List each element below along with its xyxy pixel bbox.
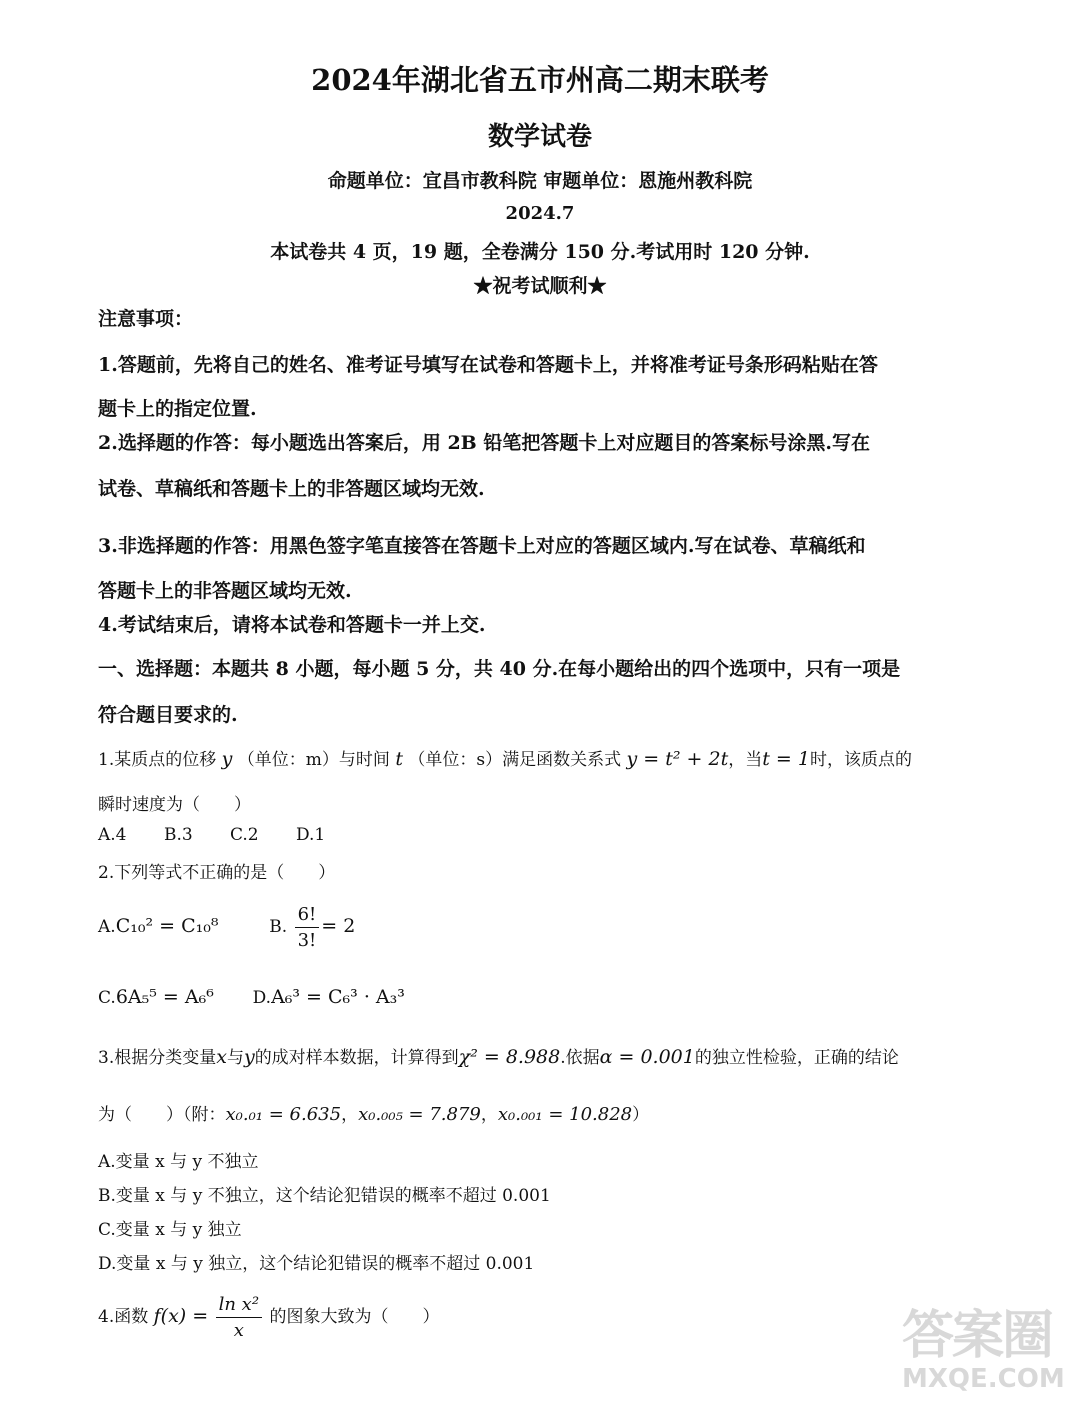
q2-options-ab: A.C₁₀² = C₁₀⁸ B. $\frac{6!}{3!}$ = 2 <box>98 904 356 951</box>
note-4: 4.考试结束后，请将本试卷和答题卡一并上交. <box>98 614 486 636</box>
q1-formula: y = t² + 2t <box>626 748 729 770</box>
q1-options <box>98 825 325 845</box>
q4-stem: 4.函数 f(x) = $\frac{\text{ln x²}}{x}$ 的图象大致为（ ） <box>98 1294 440 1341</box>
exam-title: 2024年湖北省五市州高二期末联考 <box>311 63 769 97</box>
exam-info: 本试卷共 4 页，19 题，全卷满分 150 分.考试用时 120 分钟. <box>270 241 810 263</box>
note-1a: 1.答题前，先将自己的姓名、准考证号填写在试卷和答题卡上，并将准考证号条形码粘贴在答 <box>98 354 878 376</box>
note-1b: 题卡上的指定位置. <box>98 398 257 420</box>
note-3a: 3.非选择题的作答：用黑色签字笔直接答在答题卡上对应的答题区域内.写在试卷、草稿纸和 <box>98 535 866 557</box>
q1-option-a: A.4 <box>98 825 127 845</box>
q4-fraction: $\frac{\text{ln x²}}{x}$ <box>216 1294 262 1341</box>
q2-options-cd: C.6A₅⁵ = A₆⁶ D.A₆³ = C₆³ · A₃³ <box>98 986 405 1008</box>
q2-option-a: C₁₀² = C₁₀⁸ <box>115 915 219 937</box>
exam-subject: 数学试卷 <box>487 122 592 152</box>
note-2b: 试卷、草稿纸和答题卡上的非答题区域均无效. <box>98 478 485 500</box>
exam-wish: ★祝考试顺利★ <box>473 275 607 297</box>
watermark-logo <box>902 1293 1065 1403</box>
watermark-url: MXQE.COM <box>902 1364 1065 1394</box>
q3-option-d: D.变量 x 与 y 独立，这个结论犯错误的概率不超过 0.001 <box>98 1254 535 1274</box>
section1-line2: 符合题目要求的. <box>98 704 238 726</box>
exam-units: 命题单位：宜昌市教科院 审题单位：恩施州教科院 <box>327 170 753 192</box>
q1-option-b: B.3 <box>164 825 193 845</box>
q3-option-c: C.变量 x 与 y 独立 <box>98 1220 242 1240</box>
watermark-logo-text: 答案圈 <box>902 1306 1053 1366</box>
q1-stem: 1.某质点的位移 y （单位：m）与时间 t （单位：s）满足函数关系式 y = t² + 2t，当t = 1时，该质点的 <box>98 748 912 770</box>
q3-stem-2: 为（ ）（附：x₀.₀₁ = 6.635，x₀.₀₀₅ = 7.879，x₀.₀₀₁ = 10.828） <box>98 1104 650 1125</box>
note-3b: 答题卡上的非答题区域均无效. <box>98 580 352 602</box>
note-2a: 2.选择题的作答：每小题选出答案后，用 2B 铅笔把答题卡上对应题目的答案标号涂黑.写在 <box>98 432 870 454</box>
q1-stem-2: 瞬时速度为（ ） <box>98 795 251 815</box>
section1-line1: 一、选择题：本题共 8 小题，每小题 5 分，共 40 分.在每小题给出的四个选项中，只有一项是 <box>98 658 901 680</box>
q1-option-d: D.1 <box>296 825 326 845</box>
q1-option-c: C.2 <box>230 825 259 845</box>
q2-option-d: A₆³ = C₆³ · A₃³ <box>271 986 405 1008</box>
notes-heading: 注意事项： <box>98 308 194 330</box>
q3-option-b: B.变量 x 与 y 不独立，这个结论犯错误的概率不超过 0.001 <box>98 1186 551 1206</box>
exam-date: 2024.7 <box>505 203 575 224</box>
q3-option-a: A.变量 x 与 y 不独立 <box>98 1152 259 1172</box>
q2-option-c: 6A₅⁵ = A₆⁶ <box>115 986 214 1008</box>
q2-stem: 2.下列等式不正确的是（ ） <box>98 863 336 883</box>
q2-option-b-fraction: $\frac{6!}{3!}$ <box>295 904 320 951</box>
q3-stem: 3.根据分类变量x与y的成对样本数据，计算得到χ² = 8.988.依据α = 0.001的独立性检验，正确的结论 <box>98 1046 899 1068</box>
q3-chi-square: χ² = 8.988 <box>458 1046 561 1068</box>
